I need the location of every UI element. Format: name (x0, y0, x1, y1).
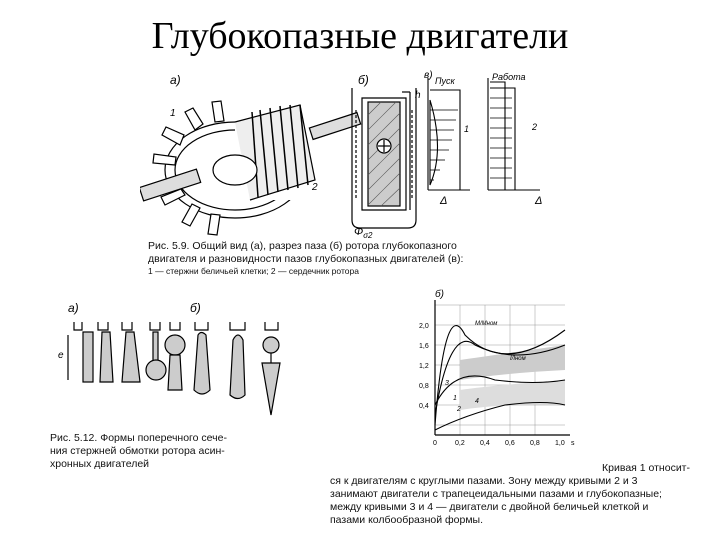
graph-x-tick: 1,0 (555, 440, 565, 447)
fig59-curve-1: 1 (464, 124, 470, 134)
graph-y-tick: 0,8 (419, 383, 429, 390)
graph-x-origin: 0 (433, 440, 437, 447)
caption-line: двигателя и разновидности пазов глубокопазных двигателей (в): (148, 253, 464, 265)
figure-5-9-drawing (140, 70, 560, 240)
figure-5-9-caption (148, 240, 568, 277)
graph-x-tick: 0,6 (505, 440, 515, 447)
figure-5-12-caption (50, 432, 320, 471)
fig512-label-a: а) (68, 301, 79, 315)
graph-description (330, 462, 690, 527)
fig59-start-label: Пуск (435, 76, 455, 86)
fig59-run-label: Работа (492, 72, 526, 82)
graph-y-tick: 1,2 (419, 363, 429, 370)
fig512-label-b: б) (190, 301, 201, 315)
figure-5-12-drawing (50, 300, 320, 425)
graph-curve-label-3: 3 (445, 380, 449, 387)
graph-curve-label-2: 2 (457, 406, 461, 413)
graph-x-tick: s (571, 440, 575, 447)
fig59-label-a: a) (170, 73, 181, 87)
graph-curve-label-4: 4 (475, 398, 479, 405)
description-line: пазами колбообразной формы. (330, 514, 484, 526)
graph-y-tick: 0,4 (419, 403, 429, 410)
fig59-label-b: б) (358, 73, 369, 87)
description-line: Кривая 1 относит- (602, 462, 690, 474)
graph-x-tick: 0,2 (455, 440, 465, 447)
fig512-dim-label: e (58, 350, 64, 361)
graph-y-tick: 2,0 (419, 323, 429, 330)
description-line: ся к двигателям с круглыми пазами. Зону между кривыми 2 и 3 (330, 475, 638, 487)
torque-current-graph (405, 285, 585, 455)
fig59-callout-2: 2 (312, 182, 318, 193)
graph-annotation-torque: M/Mном (475, 321, 498, 327)
description-line: занимают двигатели с трапецеидальными пазами и глубокопазные; (330, 488, 662, 500)
graph-x-tick: 0,8 (530, 440, 540, 447)
slide-title: Глубокопазные двигатели (151, 15, 569, 57)
caption-line: Рис. 5.12. Формы поперечного сече- (50, 432, 227, 444)
hatched-zone-2 (460, 380, 565, 410)
caption-line: хронных двигателей (50, 458, 150, 470)
rotor-illustration (140, 100, 361, 235)
graph-annotation-current: I/Iном (510, 356, 526, 362)
fig59-delta-2: Δ (535, 195, 543, 207)
fig59-h-label: h (415, 90, 421, 101)
caption-line: Рис. 5.9. Общий вид (а), разрез паза (б) ротора глубокопазного (148, 240, 457, 252)
fig59-label-v: в) (424, 70, 433, 81)
fig59-delta-1: Δ (440, 195, 448, 207)
graph-label: б) (435, 289, 444, 300)
caption-line: 1 — стержни беличьей клетки; 2 — сердечник ротора (148, 266, 359, 276)
description-line: между кривыми 3 и 4 — двигатели с двойной беличьей клеткой и (330, 501, 649, 513)
fig59-curve-2: 2 (532, 122, 538, 132)
graph-curve-label-1: 1 (453, 395, 457, 402)
graph-y-tick: 1,6 (419, 343, 429, 350)
graph-x-tick: 0,4 (480, 440, 490, 447)
fig59-flux-label: $\Phi_{\sigma 2}$ (354, 226, 373, 240)
fig59-callout-1: 1 (170, 108, 176, 119)
slot-cross-section (352, 88, 416, 228)
caption-line: ния стержней обмотки ротора асин- (50, 445, 225, 457)
graph-curves (435, 326, 565, 430)
slot-shapes (428, 78, 540, 190)
